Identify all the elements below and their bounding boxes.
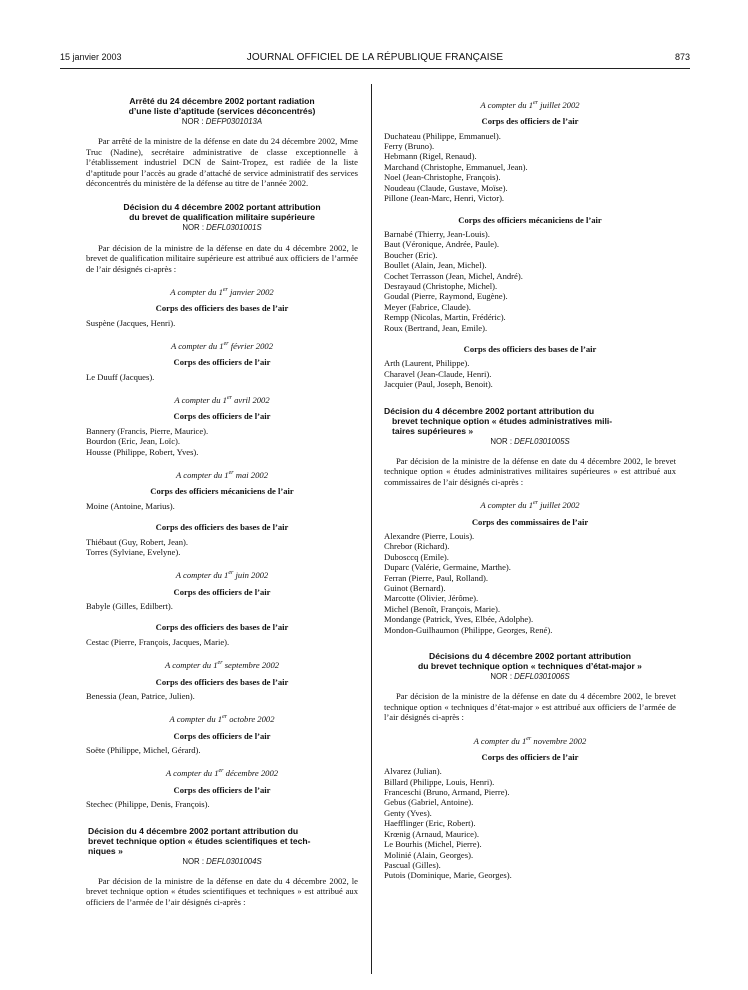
decision-title [384, 406, 676, 436]
title-line: d’une liste d’aptitude (services déconcentrés) [128, 106, 316, 116]
promotion-group [86, 522, 358, 557]
promotion-group [86, 285, 358, 328]
effective-date: A compter du 1er avril 2002 [174, 395, 270, 406]
arrete-title [86, 96, 358, 116]
decision-etudes-scientifiques [86, 826, 358, 908]
names-list [86, 601, 358, 611]
ordinal-suffix: er [533, 100, 539, 106]
name-entry: Bourdon (Eric, Jean, Loïc). [86, 436, 181, 447]
corps-heading: Corps des officiers des bases de l’air [155, 522, 289, 533]
name-entry: Pascual (Gilles). [384, 859, 441, 870]
name-entry: Moine (Antoine, Marius). [86, 500, 175, 511]
ordinal-suffix: er [533, 500, 539, 507]
nor-reference [384, 437, 676, 447]
names-list [384, 131, 676, 204]
name-entry: Stechec (Philippe, Denis, François). [86, 799, 210, 810]
name-entry: Ferran (Pierre, Paul, Rolland). [384, 572, 489, 583]
name-entry: Ferry (Bruno). [384, 141, 435, 152]
nor-reference [86, 223, 358, 233]
promotion-group [86, 468, 358, 511]
corps-heading: Corps des officiers des bases de l’air [155, 676, 289, 687]
corps-heading: Corps des officiers des bases de l’air [155, 303, 289, 314]
names-list [384, 229, 676, 333]
effective-date: A compter du 1er novembre 2002 [473, 735, 587, 746]
name-entry: Hebmann (Rigel, Renaud). [384, 151, 477, 162]
left-column [86, 96, 358, 907]
name-entry: Dubosccq (Emile). [384, 551, 449, 562]
page-header [60, 52, 690, 66]
ordinal-suffix: er [222, 287, 228, 294]
nor-code: DEFL0301004S [206, 856, 262, 866]
name-entry: Rempp (Nicolas, Martin, Frédéric). [384, 312, 506, 323]
name-entry: Jacquier (Paul, Joseph, Benoit). [384, 379, 493, 390]
name-entry: Soëte (Philippe, Michel, Gérard). [86, 745, 201, 756]
name-entry: Boullet (Alain, Jean, Michel). [384, 260, 487, 271]
name-entry: Alvarez (Julian). [384, 766, 442, 777]
arrete-text: Par arrêté de la ministre de la défense en date du 24 décembre 2002, Mme Truc (Nadine), secrétaire administrative de classe exceptionnelle à l’établissement industriel DCN de Saint-Tropez, est radiée de la liste d’aptitude pour l’accès au grade d’attaché de service administratif des services déconcentrés du ministère de la défense au titre de l’année 2002. [86, 136, 358, 189]
name-entry: Benessia (Jean, Patrice, Julien). [86, 690, 195, 701]
right-groups-top [384, 98, 676, 390]
header-rule [60, 68, 690, 69]
name-entry: Housse (Philippe, Robert, Yves). [86, 446, 199, 457]
right-column [384, 98, 676, 881]
names-list [86, 537, 358, 558]
promotion-group [86, 712, 358, 755]
title-line: brevet technique option « études administratives mili- [392, 415, 613, 426]
name-entry: Mondange (Patrick, Yves, Elbée, Adolphe). [384, 614, 534, 625]
names-list [86, 691, 358, 701]
title-line: Décisions du 4 décembre 2002 portant attribution [429, 650, 631, 661]
name-entry: Arth (Laurent, Philippe). [384, 358, 470, 369]
corps-heading: Corps des commissaires de l’air [471, 516, 589, 527]
decision-text: Par décision de la ministre de la défense en date du 4 décembre 2002, le brevet technique option « techniques d’état-major » est attribué aux officiers de l’armée de l’air désignés ci-après : [384, 691, 676, 723]
promotion-group [86, 766, 358, 809]
name-entry: Gebus (Gabriel, Antoine). [384, 797, 474, 808]
name-entry: Billard (Philippe, Louis, Henri). [384, 776, 495, 787]
nor-code: DEFP0301013A [205, 117, 263, 126]
group-etat-major [384, 734, 676, 881]
decision-title [86, 826, 358, 856]
name-entry: Torres (Sylviane, Evelyne). [86, 547, 181, 557]
effective-date: A compter du 1er septembre 2002 [164, 660, 280, 671]
effective-date: A compter du 1er mai 2002 [176, 469, 268, 480]
nor-label: NOR : [182, 856, 207, 866]
names-list [384, 358, 676, 389]
name-entry: Thiébaut (Guy, Robert, Jean). [86, 536, 189, 547]
corps-heading: Corps des officiers mécaniciens de l’air [458, 214, 602, 225]
title-line: taires supérieures » [392, 425, 474, 436]
promotion-group [86, 658, 358, 701]
page-number: 873 [674, 52, 690, 62]
promotion-group [86, 393, 358, 457]
corps-heading: Corps des officiers de l’air [481, 116, 579, 127]
names-list [86, 637, 358, 647]
title-line: brevet technique option « études scientifiques et tech- [88, 835, 311, 846]
ordinal-suffix: er [218, 768, 224, 775]
name-entry: Bannery (Francis, Pierre, Maurice). [86, 425, 209, 436]
name-entry: Putois (Dominique, Marie, Georges). [384, 870, 512, 881]
names-list [86, 318, 358, 328]
name-entry: Chrebor (Richard). [384, 541, 450, 552]
title-line: Décision du 4 décembre 2002 portant attribution du [384, 405, 595, 416]
decision-text: Par décision de la ministre de la défense en date du 4 décembre 2002, le brevet technique option « études scientifiques et techniques » est attribué aux officiers de l’armée de l’air désignés ci-après : [86, 875, 358, 907]
name-entry: Roux (Bertrand, Jean, Emile). [384, 322, 488, 333]
promotion-group [86, 622, 358, 647]
decision-qualification [86, 202, 358, 274]
arrete-radiation [86, 96, 358, 188]
effective-date: A compter du 1er juillet 2002 [480, 500, 580, 511]
decision-title [384, 651, 676, 671]
promotion-group [86, 568, 358, 611]
corps-heading: Corps des officiers des bases de l’air [463, 343, 597, 354]
promotion-group [384, 98, 676, 204]
promotion-group [384, 344, 676, 390]
names-list [384, 766, 676, 880]
ordinal-suffix: er [217, 660, 223, 667]
column-separator [371, 84, 372, 974]
name-entry: Marcotte (Olivier, Jérôme). [384, 593, 479, 604]
corps-heading: Corps des officiers mécaniciens de l’air [150, 486, 294, 497]
nor-code: DEFL0301005S [514, 436, 570, 446]
effective-date: A compter du 1er janvier 2002 [170, 286, 274, 297]
names-list [86, 426, 358, 457]
name-entry: Alexandre (Pierre, Louis). [384, 530, 475, 541]
nor-label: NOR : [181, 117, 206, 126]
name-entry: Mondon-Guilhaumon (Philippe, Georges, René). [384, 624, 553, 635]
header-date: 15 janvier 2003 [60, 52, 122, 62]
name-entry: Haefflinger (Eric, Robert). [384, 818, 476, 829]
title-line: Arrêté du 24 décembre 2002 portant radiation [129, 96, 315, 106]
title-line: du brevet de qualification militaire supérieure [129, 212, 315, 223]
nor-label: NOR : [182, 223, 207, 233]
decision-text: Par décision de la ministre de la défense en date du 4 décembre 2002, le brevet technique option « études administratives militaires supérieures » est attribué aux commissaires de l’air désignés ci-après : [384, 456, 676, 487]
decision-etat-major [384, 651, 676, 723]
nor-code: DEFL0301006S [514, 671, 570, 681]
ordinal-suffix: er [226, 395, 232, 402]
name-entry: Barnabé (Thierry, Jean-Louis). [384, 228, 490, 239]
left-groups [86, 285, 358, 809]
names-list [384, 531, 676, 635]
group-commissaires [384, 498, 676, 635]
ordinal-suffix: er [228, 570, 234, 577]
decision-title [86, 202, 358, 222]
name-entry: Charavel (Jean-Claude, Henri). [384, 368, 492, 379]
names-list [86, 372, 358, 382]
name-entry: Duparc (Valérie, Germaine, Marthe). [384, 562, 511, 573]
nor-label: NOR : [490, 436, 515, 446]
effective-date: A compter du 1er décembre 2002 [165, 768, 279, 779]
promotion-group [384, 215, 676, 333]
name-entry: Duchateau (Philippe, Emmanuel). [384, 130, 501, 141]
promotion-group [384, 498, 676, 635]
ordinal-suffix: er [228, 470, 234, 477]
names-list [86, 799, 358, 809]
effective-date: A compter du 1er juin 2002 [175, 570, 269, 581]
effective-date: A compter du 1er octobre 2002 [169, 714, 275, 725]
title-line: niques » [88, 845, 123, 856]
decision-text: Par décision de la ministre de la défense en date du 4 décembre 2002, le brevet de qualification militaire supérieure est attribué aux officiers de l’armée de l’air désignés ci-après : [86, 242, 358, 274]
names-list [86, 501, 358, 511]
name-entry: Franceschi (Bruno, Armand, Pierre). [384, 787, 510, 798]
corps-heading: Corps des officiers des bases de l’air [155, 622, 289, 633]
corps-heading: Corps des officiers de l’air [173, 730, 271, 741]
nor-reference [86, 117, 358, 127]
nor-label: NOR : [490, 671, 515, 681]
name-entry: Cestac (Pierre, François, Jacques, Marie). [86, 636, 230, 647]
nor-reference [86, 857, 358, 867]
effective-date: A compter du 1er juillet 2002 [480, 99, 580, 110]
name-entry: Meyer (Fabrice, Claude). [384, 301, 471, 312]
nor-code: DEFL0301001S [206, 223, 262, 233]
name-entry: Marchand (Christophe, Emmanuel, Jean). [384, 161, 528, 172]
nor-reference [384, 672, 676, 682]
corps-heading: Corps des officiers de l’air [173, 357, 271, 368]
name-entry: Krœnig (Arnaud, Maurice). [384, 828, 479, 839]
name-entry: Desrayaud (Christophe, Michel). [384, 280, 498, 291]
names-list [86, 745, 358, 755]
promotion-group [384, 734, 676, 881]
name-entry: Suspène (Jacques, Henri). [86, 317, 176, 328]
corps-heading: Corps des officiers de l’air [173, 784, 271, 795]
title-line: du brevet technique option « techniques d’état-major » [418, 660, 642, 671]
promotion-group [86, 339, 358, 382]
name-entry: Boucher (Eric). [384, 249, 438, 260]
corps-heading: Corps des officiers de l’air [173, 586, 271, 597]
journal-title: JOURNAL OFFICIEL DE LA RÉPUBLIQUE FRANÇAISE [246, 52, 504, 63]
name-entry: Le Duuff (Jacques). [86, 371, 155, 382]
ordinal-suffix: er [526, 735, 532, 742]
name-entry: Baut (Véronique, Andrée, Paule). [384, 239, 500, 250]
corps-heading: Corps des officiers de l’air [173, 411, 271, 422]
decision-etudes-administratives [384, 406, 676, 488]
ordinal-suffix: er [223, 341, 229, 348]
effective-date: A compter du 1er février 2002 [171, 341, 273, 351]
name-entry: Cochet Terrasson (Jean, Michel, André). [384, 270, 523, 281]
name-entry: Molinié (Alain, Georges). [384, 849, 474, 860]
name-entry: Noel (Jean-Christophe, François). [384, 172, 501, 183]
name-entry: Goudal (Pierre, Raymond, Eugène). [384, 291, 508, 302]
name-entry: Pillone (Jean-Marc, Henri, Victor). [384, 193, 505, 204]
name-entry: Le Bourhis (Michel, Pierre). [384, 839, 482, 850]
name-entry: Guinot (Bernard). [384, 582, 446, 593]
title-line: Décision du 4 décembre 2002 portant attribution [123, 202, 321, 213]
name-entry: Genty (Yves). [384, 807, 432, 818]
corps-heading: Corps des officiers de l’air [481, 751, 579, 762]
name-entry: Michel (Benoît, François, Marie). [384, 603, 500, 614]
name-entry: Noudeau (Claude, Gustave, Moïse). [384, 182, 508, 193]
name-entry: Babyle (Gilles, Edilbert). [86, 601, 173, 612]
title-line: Décision du 4 décembre 2002 portant attribution du [88, 825, 299, 836]
ordinal-suffix: er [222, 714, 228, 721]
